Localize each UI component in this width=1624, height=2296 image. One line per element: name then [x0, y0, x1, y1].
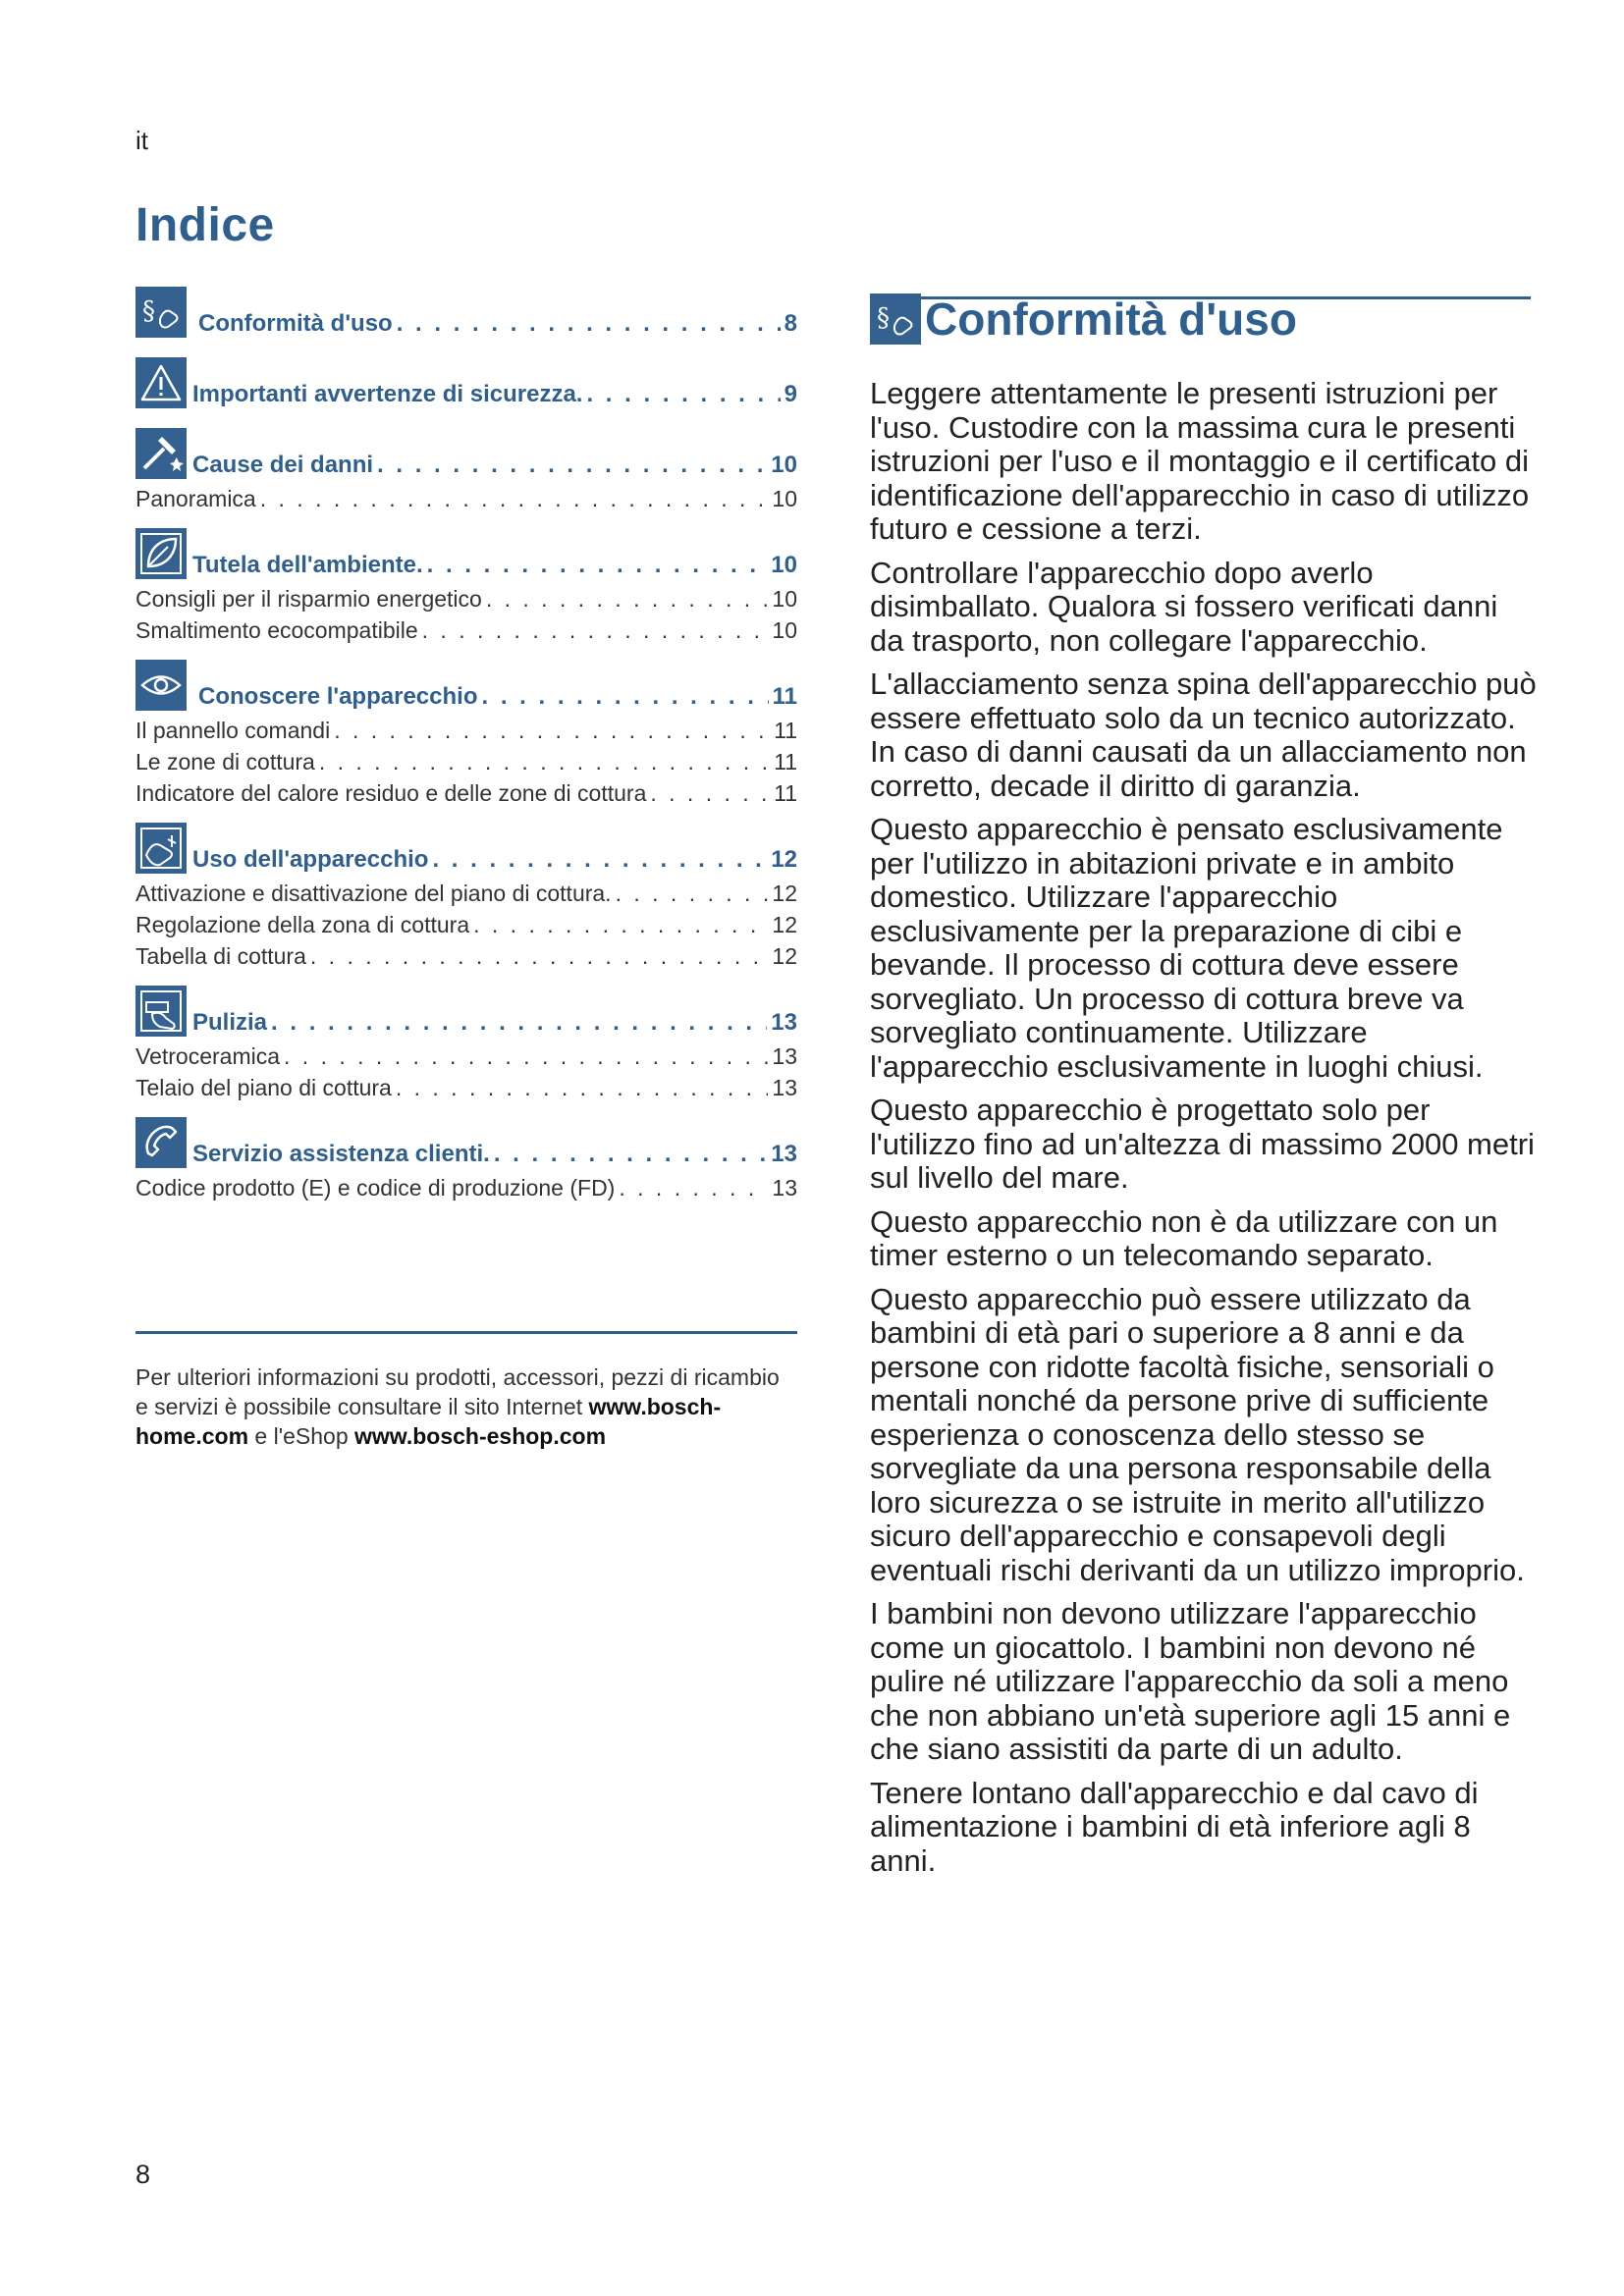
toc-entry-link[interactable]: Tutela dell'ambiente. . . . 10 — [192, 552, 797, 579]
toc-entry-link[interactable]: Cause dei danni . . . 10 — [192, 452, 797, 479]
paragraph: Tenere lontano dall'apparecchio e dal cavo di alimentazione i bambini di età inferiore agli 8 anni. — [870, 1775, 1479, 1878]
paragraph: I bambini non devono utilizzare l'apparecchio come un giocattolo. I bambini non devono né pulire né utilizzare l'apparecchio da soli a meno che non abbiano un'età superiore agli 15 anni e che siano assistiti da parte di un adulto. — [870, 1596, 1511, 1766]
eye-icon — [135, 660, 187, 711]
warning-icon — [135, 357, 187, 408]
table-of-contents — [135, 287, 797, 1203]
toc-entry-link[interactable]: Importanti avvertenze di sicurezza. . . . 9 — [192, 381, 797, 408]
paragraph: Questo apparecchio è pensato esclusivamente per l'utilizzo in abitazioni private e in ambito domestico. Utilizzare l'apparecchio esclusivamente per la preparazione di cibi e bevande. Il processo di cottura deve essere sorvegliato. Un processo di cottura breve va sorvegliato continuamente. Utilizzare l'apparecchio esclusivamente in luoghi chiusi. — [870, 812, 1503, 1084]
hand-operate-icon — [135, 823, 187, 874]
toc-subentry-link[interactable]: Regolazione della zona di cottura . . . 12 — [135, 909, 797, 940]
toc-subentry-link[interactable]: Panoramica . . . 10 — [135, 483, 797, 514]
cleaning-icon — [135, 986, 187, 1037]
toc-entry-link[interactable]: Uso dell'apparecchio . . . 12 — [192, 846, 797, 874]
svg-text:§: § — [877, 303, 890, 333]
page-title: Indice — [135, 199, 275, 251]
paragraph: Leggere attentamente le presenti istruzioni per l'uso. Custodire con la massima cura le presenti istruzioni per l'uso e il montaggio e il certificato di identificazione dell'apparecchio in caso di utilizzo futuro e cessione a terzi. — [870, 376, 1530, 546]
eshop-link[interactable]: www.bosch-eshop.com — [354, 1423, 607, 1449]
paragraph: L'allacciamento senza spina dell'apparecchio può essere effettuato solo da un tecnico autorizzato. In caso di danni causati da un allacciamento non corretto, decade il diritto di garanzia. — [870, 667, 1537, 803]
toc-subentry-link[interactable]: Smaltimento ecocompatibile . . . 10 — [135, 614, 797, 646]
toc-subentry-link[interactable]: Consigli per il risparmio energetico . . . 10 — [135, 583, 797, 614]
toc-subentry-link[interactable]: Telaio del piano di cottura . . . 13 — [135, 1072, 797, 1103]
website-link[interactable]: www.bosch-home.com — [135, 1394, 722, 1449]
toc-section — [135, 287, 797, 338]
toc-section — [135, 428, 797, 514]
toc-section — [135, 357, 797, 408]
page-number: 8 — [135, 2160, 151, 2189]
paragraph: Controllare l'apparecchio dopo averlo disimballato. Qualora si fossero verificati danni da trasporto, non collegare l'apparecchio. — [870, 555, 1498, 658]
section-title: Conformità d'uso — [925, 294, 1297, 345]
paragraph-hand-icon — [870, 294, 921, 345]
toc-subentry-link[interactable]: Tabella di cottura . . . 12 — [135, 940, 797, 972]
toc-section — [135, 823, 797, 972]
section-body — [870, 377, 1538, 1888]
footer-info — [135, 1362, 797, 1451]
toc-subentry-link[interactable]: Attivazione e disattivazione del piano di cottura. . . . 12 — [135, 878, 797, 909]
toc-entry-link[interactable]: Conoscere l'apparecchio . . . 11 — [198, 683, 797, 711]
toc-section — [135, 528, 797, 646]
toc-section — [135, 1117, 797, 1203]
toc-entry-link[interactable]: Servizio assistenza clienti. . . . 13 — [192, 1141, 797, 1168]
paragraph: Questo apparecchio non è da utilizzare con un timer esterno o un telecomando separato. — [870, 1203, 1498, 1272]
language-code: it — [135, 126, 148, 155]
footer-info-text: Per ulteriori informazioni su prodotti, accessori, pezzi di ricambio e servizi è possibile consultare il sito Internet — [135, 1364, 780, 1419]
toc-section — [135, 660, 797, 809]
toc-subentry-link[interactable]: Indicatore del calore residuo e delle zone di cottura . . . 11 — [135, 777, 797, 809]
toc-entry-link[interactable]: Pulizia . . . 13 — [192, 1009, 797, 1037]
paragraph: Questo apparecchio è progettato solo per l'utilizzo fino ad un'altezza di massimo 2000 metri sul livello del mare. — [870, 1093, 1535, 1195]
toc-subentry-link[interactable]: Le zone di cottura . . . 11 — [135, 746, 797, 777]
svg-text:§: § — [142, 296, 155, 326]
toc-section — [135, 986, 797, 1103]
toc-subentry-link[interactable]: Il pannello comandi . . . 11 — [135, 715, 797, 746]
section-header — [870, 293, 1297, 346]
paragraph-hand-icon — [135, 287, 187, 338]
damage-hammer-icon — [135, 428, 187, 479]
paragraph: Questo apparecchio può essere utilizzato da bambini di età pari o superiore a 8 anni e da persone con ridotte facoltà fisiche, sensoriali o mentali nonché da persone prive di sufficiente esperienza o conoscenza dello stesso se sorvegliate da una persona responsabile della loro sicurezza o se istruite in merito all'utilizzo sicuro dell'apparecchio e consapevoli degli eventuali rischi derivanti da un utilizzo improprio. — [870, 1281, 1525, 1587]
footer-info-text: e l'eShop — [248, 1423, 355, 1449]
toc-subentry-link[interactable]: Vetroceramica . . . 13 — [135, 1041, 797, 1072]
divider — [135, 1331, 797, 1334]
toc-subentry-link[interactable]: Codice prodotto (E) e codice di produzione (FD) . . . 13 — [135, 1172, 797, 1203]
leaf-icon — [135, 528, 187, 579]
phone-icon — [135, 1117, 187, 1168]
toc-entry-link[interactable]: Conformità d'uso . . . 8 — [198, 310, 797, 338]
